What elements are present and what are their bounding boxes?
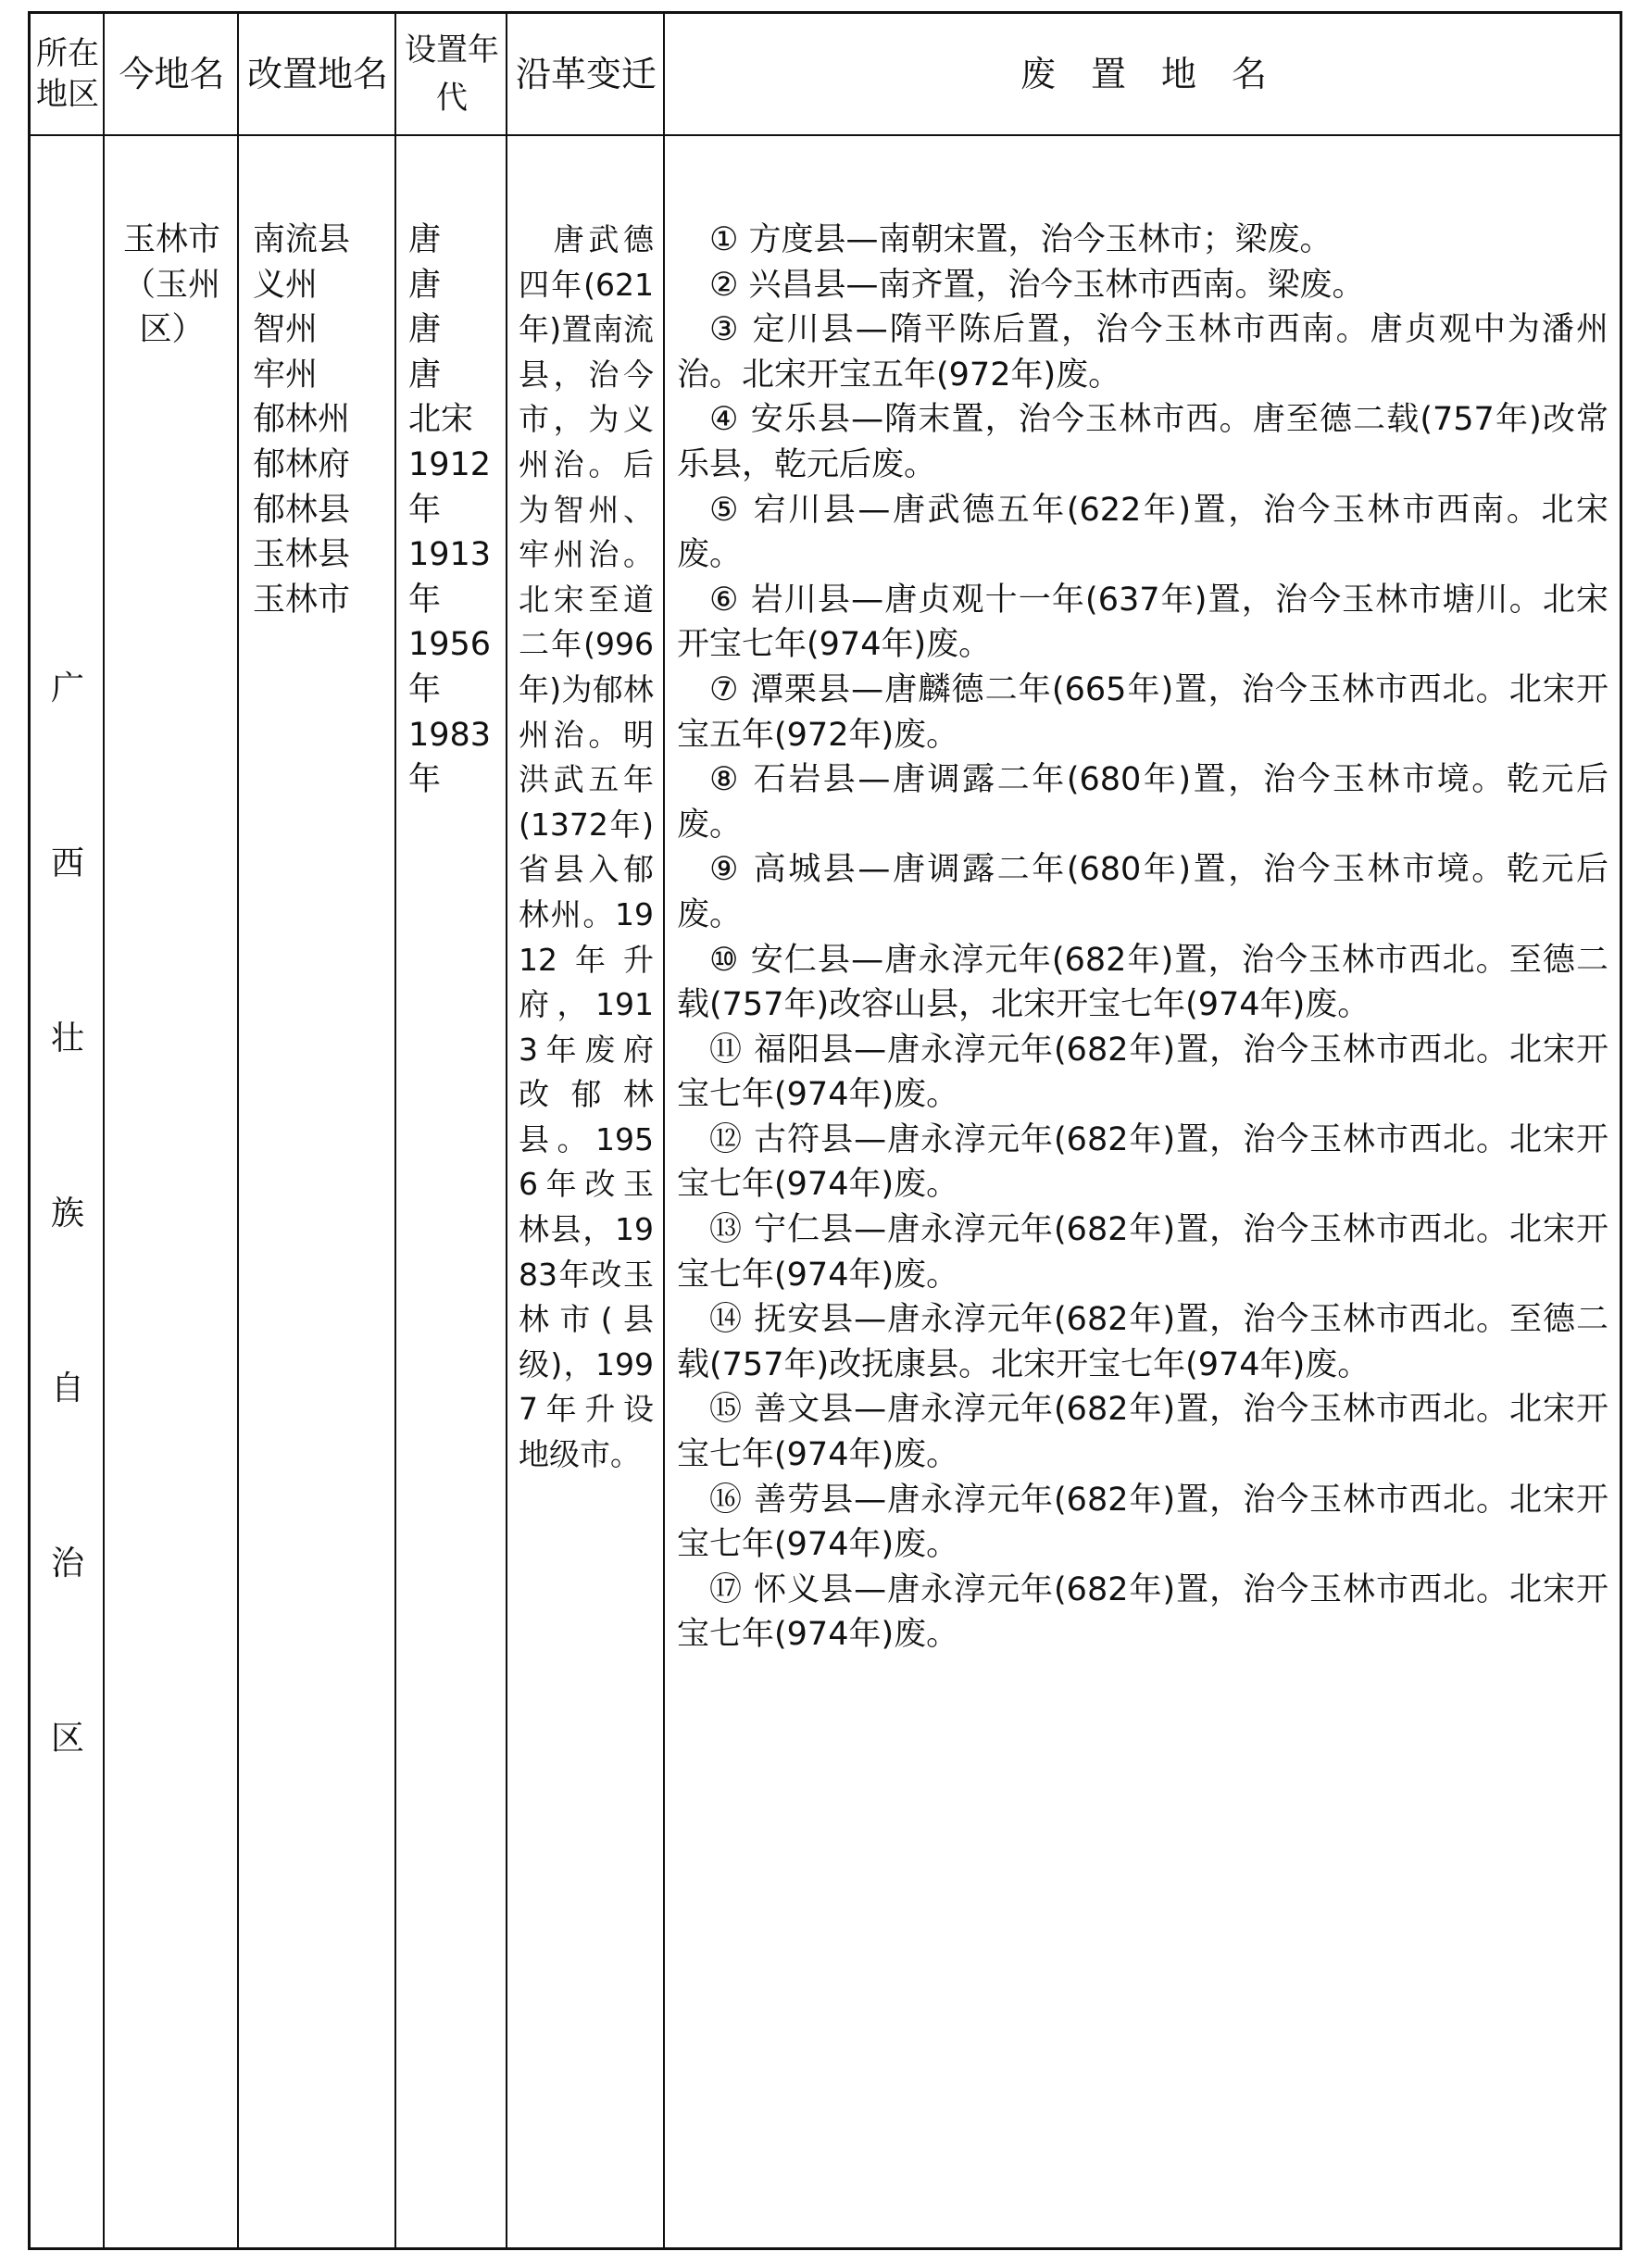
current-name-line: 玉林市 [122,221,220,258]
abolished-item: ⑨ 高城县—唐调露二年(680年)置，治今玉林市境。乾元后废。 [677,851,1608,933]
renamed-item: 郁林府 [253,445,351,483]
region-char: 族 [50,1195,84,1232]
abolished-item: ⑩ 安仁县—唐永淳元年(682年)置，治今玉林市西北。至德二载(757年)改容山县，北宋开宝七年(974年)废。 [677,941,1608,1024]
abolished-cell [677,218,1608,1657]
abolished-item: ⑭ 抚安县—唐永淳元年(682年)置，治今玉林市西北。至德二载(757年)改抚康县。北宋开宝七年(974年)废。 [677,1301,1608,1383]
header-year [396,14,507,134]
year-item: 唐 [408,356,442,394]
current-name-cell [105,218,239,353]
header-region-label: 所在地区 [36,35,99,113]
abolished-item: ⑤ 宕川县—唐武德五年(622年)置，治今玉林市西南。北宋废。 [677,491,1608,574]
history-cell: 唐武德四年(621年)置南流县，治今市，为义州治。后为智州、牢州治。北宋至道二年(996年)为郁林州治。明洪武五年(1372年)省县入郁林州。1912年升府，1913年废府改郁林县。1956年改玉林县，1983年改玉林市(县级)，1997年升设地级市。 [519,221,654,1473]
renamed-cell [253,218,392,622]
abolished-item: ① 方度县—南朝宋置，治今玉林市；梁废。 [709,221,1333,258]
year-item: 1983 年 [408,716,492,799]
abolished-item: ⑬ 宁仁县—唐永淳元年(682年)置，治今玉林市西北。北宋开宝七年(974年)废。 [677,1211,1608,1294]
year-item: 北宋 [408,401,474,439]
header-current-name [105,14,239,134]
renamed-item: 义州 [253,266,319,304]
header-renamed [239,14,396,134]
header-renamed-label: 改置地名 [246,54,388,94]
abolished-item: ⑦ 潭栗县—唐麟德二年(665年)置，治今玉林市西北。北宋开宝五年(972年)废。 [677,670,1608,754]
abolished-item: ⑪ 福阳县—唐永淳元年(682年)置，治今玉林市西北。北宋开宝七年(974年)废。 [677,1031,1608,1114]
region-char: 广 [50,669,84,707]
header-history-label: 沿革变迁 [515,54,657,94]
header-year-label: 设置年代 [405,31,499,117]
abolished-item: ⑫ 古符县—唐永淳元年(682年)置，治今玉林市西北。北宋开宝七年(974年)废。 [677,1120,1608,1204]
header-history [507,14,665,134]
year-item: 唐 [408,266,442,304]
header-current-name-label: 今地名 [119,54,225,94]
renamed-item: 南流县 [253,221,351,258]
header-abolished [665,14,1622,134]
renamed-item: 牢州 [253,356,319,394]
abolished-item: ⑮ 善文县—唐永淳元年(682年)置，治今玉林市西北。北宋开宝七年(974年)废。 [677,1391,1608,1474]
renamed-item: 郁林州 [253,401,351,439]
abolished-item: ⑰ 怀义县—唐永淳元年(682年)置，治今玉林市西北。北宋开宝七年(974年)废。 [677,1570,1608,1654]
year-item: 唐 [408,311,442,349]
renamed-item: 玉林县 [253,536,351,574]
year-item: 1956 年 [408,626,492,708]
renamed-item: 智州 [253,311,319,349]
gazetteer-table [28,11,1622,2250]
abolished-item: ③ 定川县—隋平陈后置，治今玉林市西南。唐贞观中为潘州治。北宋开宝五年(972年)废。 [677,311,1608,394]
abolished-item: ⑧ 石岩县—唐调露二年(680年)置，治今玉林市境。乾元后废。 [677,761,1608,844]
abolished-item: ⑯ 善劳县—唐永淳元年(682年)置，治今玉林市西北。北宋开宝七年(974年)废。 [677,1481,1608,1564]
header-region [31,14,105,134]
current-name-line: （玉州区） [122,266,220,349]
region-char: 治 [50,1545,84,1582]
abolished-item: ⑥ 岩川县—唐贞观十一年(637年)置，治今玉林市塘川。北宋开宝七年(974年)废。 [677,581,1608,664]
renamed-item: 玉林市 [253,581,351,619]
year-cell [408,218,506,803]
year-item: 1912 年 [408,445,492,529]
region-char: 西 [50,844,84,882]
abolished-item: ② 兴昌县—南齐置，治今玉林市西南。梁废。 [709,266,1365,304]
region-char: 区 [50,1720,84,1757]
header-divider [31,134,1620,136]
renamed-item: 郁林县 [253,491,351,529]
year-item: 1913 年 [408,536,492,619]
region-char: 壮 [50,1019,84,1057]
region-char: 自 [50,1370,84,1407]
header-abolished-label: 废 置 地 名 [1020,54,1267,94]
abolished-item: ④ 安乐县—隋末置，治今玉林市西。唐至德二载(757年)改常乐县，乾元后废。 [677,401,1608,483]
year-item: 唐 [408,221,442,258]
region-cell [31,662,105,1887]
